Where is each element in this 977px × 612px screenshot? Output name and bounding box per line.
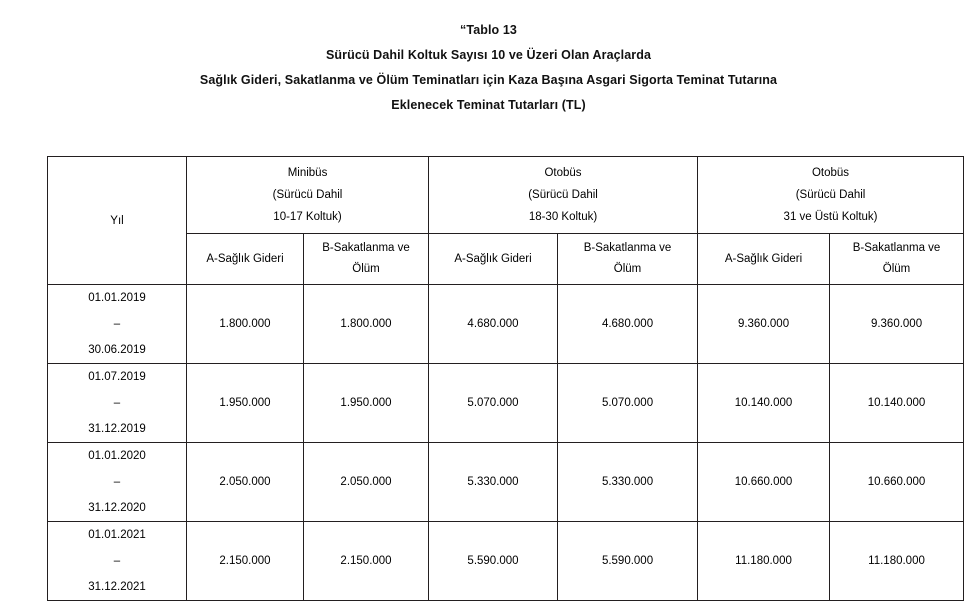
amount-cell: 10.140.000	[698, 364, 830, 443]
period-cell	[48, 522, 187, 601]
amount-cell: 11.180.000	[830, 522, 964, 601]
teminat-table	[47, 156, 964, 601]
amount-cell: 2.150.000	[187, 522, 304, 601]
sub-header-otobus1-sakatlanma	[558, 234, 698, 285]
period-dash: –	[113, 555, 121, 567]
group-header-minibus-line1: Minibüs	[287, 167, 328, 179]
sub-header-otobus2-sakatlanma	[830, 234, 964, 285]
title-line-3: Sağlık Gideri, Sakatlanma ve Ölüm Teminatları için Kaza Başına Asgari Sigorta Teminat Tutarına	[199, 73, 778, 87]
period-start: 01.01.2020	[88, 450, 146, 462]
sub-header-otobus1-saglik-line1: A-Sağlık Gideri	[454, 252, 532, 265]
amount-cell: 4.680.000	[429, 285, 558, 364]
period-cell	[48, 443, 187, 522]
period-start: 01.01.2019	[88, 292, 146, 304]
period-dash: –	[113, 397, 121, 409]
amount-cell: 2.050.000	[304, 443, 429, 522]
amount-cell: 5.070.000	[429, 364, 558, 443]
group-header-otobus-18-30-line1: Otobüs	[544, 167, 582, 179]
group-header-otobus-18-30-line3: 18-30 Koltuk)	[528, 211, 598, 223]
sub-header-minibus-saglik-line1: A-Sağlık Gideri	[206, 252, 284, 265]
table-head	[48, 157, 964, 285]
period-cell	[48, 364, 187, 443]
group-header-otobus-31-plus-line3: 31 ve Üstü Koltuk)	[783, 211, 878, 223]
amount-cell: 5.590.000	[429, 522, 558, 601]
amount-cell: 11.180.000	[698, 522, 830, 601]
period-start: 01.07.2019	[88, 371, 146, 383]
period-end: 31.12.2019	[88, 423, 146, 435]
period-end: 30.06.2019	[88, 344, 146, 356]
amount-cell: 1.950.000	[187, 364, 304, 443]
sub-header-minibus-sakatlanma-line1: B-Sakatlanma ve	[322, 242, 410, 254]
document-title-block	[0, 18, 977, 118]
period-start: 01.01.2021	[88, 529, 146, 541]
amount-cell: 10.660.000	[698, 443, 830, 522]
period-cell	[48, 285, 187, 364]
title-line-4: Eklenecek Teminat Tutarları (TL)	[391, 98, 586, 112]
sub-header-otobus2-saglik-line1: A-Sağlık Gideri	[724, 252, 803, 265]
group-header-otobus-31-plus-line2: (Sürücü Dahil	[795, 189, 866, 201]
title-line-2: Sürücü Dahil Koltuk Sayısı 10 ve Üzeri Olan Araçlarda	[325, 48, 652, 62]
amount-cell: 10.660.000	[830, 443, 964, 522]
period-end: 31.12.2020	[88, 502, 146, 514]
period-dash: –	[113, 476, 121, 488]
sub-header-otobus1-sakatlanma-line1: B-Sakatlanma ve	[583, 242, 672, 254]
sub-header-minibus-sakatlanma-line2: Ölüm	[352, 263, 380, 275]
group-header-otobus-18-30-line2: (Sürücü Dahil	[528, 189, 598, 201]
amount-cell: 2.150.000	[304, 522, 429, 601]
amount-cell: 5.330.000	[429, 443, 558, 522]
table-row	[48, 443, 964, 522]
table-row	[48, 364, 964, 443]
period-dash: –	[113, 318, 121, 330]
table-row	[48, 522, 964, 601]
group-header-minibus-line2: (Sürücü Dahil	[272, 189, 343, 201]
group-header-otobus-31-plus	[698, 157, 964, 234]
group-header-otobus-18-30	[429, 157, 698, 234]
group-header-row	[48, 157, 964, 234]
sub-header-otobus1-saglik	[429, 234, 558, 285]
group-header-minibus	[187, 157, 429, 234]
amount-cell: 1.800.000	[187, 285, 304, 364]
group-header-otobus-31-plus-line1: Otobüs	[811, 167, 850, 179]
sub-header-minibus-sakatlanma	[304, 234, 429, 285]
amount-cell: 1.950.000	[304, 364, 429, 443]
amount-cell: 5.070.000	[558, 364, 698, 443]
table-row	[48, 285, 964, 364]
amount-cell: 1.800.000	[304, 285, 429, 364]
amount-cell: 5.590.000	[558, 522, 698, 601]
sub-header-minibus-saglik	[187, 234, 304, 285]
period-end: 31.12.2021	[88, 581, 146, 593]
title-line-1: “Tablo 13	[460, 23, 517, 37]
sub-header-otobus1-sakatlanma-line2: Ölüm	[613, 263, 642, 275]
amount-cell: 9.360.000	[698, 285, 830, 364]
column-header-yil: Yıl	[48, 157, 187, 285]
amount-cell: 9.360.000	[830, 285, 964, 364]
sub-header-otobus2-sakatlanma-line1: B-Sakatlanma ve	[852, 242, 941, 254]
group-header-minibus-line3: 10-17 Koltuk)	[273, 211, 342, 223]
sub-header-otobus2-saglik	[698, 234, 830, 285]
amount-cell: 10.140.000	[830, 364, 964, 443]
amount-cell: 4.680.000	[558, 285, 698, 364]
table-body	[48, 285, 964, 601]
amount-cell: 2.050.000	[187, 443, 304, 522]
sub-header-otobus2-sakatlanma-line2: Ölüm	[882, 263, 911, 275]
table-container	[47, 156, 963, 601]
amount-cell: 5.330.000	[558, 443, 698, 522]
